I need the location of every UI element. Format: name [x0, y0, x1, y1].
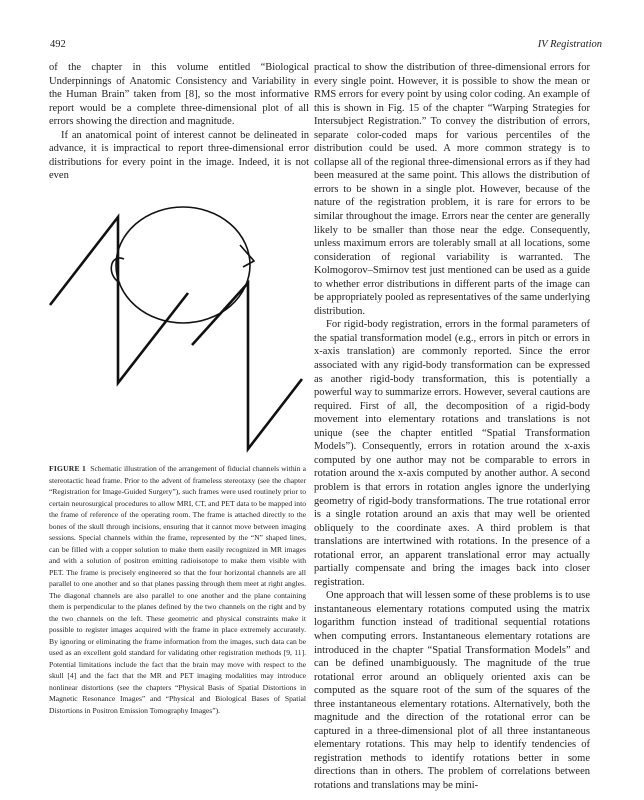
left-paragraph-2: If an anatomical point of interest cannot be delineated in advance, it is impractical to report three-dimensional error distributions for every point in the image. Indeed, it is not even: [49, 129, 309, 182]
left-column: [49, 61, 309, 183]
right-fiducial-channel: [192, 283, 302, 449]
head-outline: [116, 207, 250, 323]
right-column: [314, 61, 590, 793]
figure-caption: [49, 463, 306, 716]
left-fiducial-channel: [50, 217, 188, 383]
page-number: 492: [50, 39, 66, 50]
figure-label: FIGURE 1: [49, 464, 87, 473]
right-paragraph-1: practical to show the distribution of three-dimensional errors for every single point. However, it is possible to show the mean or RMS errors for every point by using color coding. An example of this is shown in Fig. 15 of the chapter “Warping Strategies for Intersubject Registration.” To convey the distribution of errors, separate color-coded maps for various percentiles of the distribution could be used. A more common strategy is to collapse all of the regional three-dimensional errors as if they had been measured at the same point. This allows the distribution of errors to be shown in a single plot. However, because of the nature of the registration problem, it is rare for errors to be similar throughout the image. Errors near the center are generally likely to be smaller than those near the edge. Consequently, unless maximum errors are tolerably small at all locations, some consideration of regional variability is warranted. The Kolmogorov–Smirnov test just mentioned can be used as a guide to whether error distributions in different parts of the image can be appropriately pooled as representatives of the same underlying distribution.: [314, 62, 590, 317]
stereotactic-frame-figure: [40, 175, 310, 455]
right-paragraph-2: For rigid-body registration, errors in the formal parameters of the spatial transformation model (e.g., errors in pitch or errors in x-axis translation) are commonly reported. Since the error associated with any rigid-body transformation can be expressed as another rigid-body transformation, this is potentially a powerful way to summarize errors. However, several cautions are required. First of all, the decomposition of a rigid-body movement into elementary rotations and translations is not unique (see the chapter entitled “Spatial Transformation Models”). Consequently, errors in rotation around the x-axis computed by one author may not be comparable to errors in rotation around the x-axis computed by another author. A second problem is that errors in rotation angles ignore the underlying geometry of rigid-body transformations. The true rotational error is a single rotation around an axis that may well be oriented obliquely to the coordinate axes. A third problem is that translations are intertwined with rotations. In the presence of a rotational error, an apparent translational error may actually partially compensate and bring the images back into closer registration.: [314, 319, 590, 588]
figure-caption-text: Schematic illustration of the arrangement of fiducial channels within a stereotactic head frame. Prior to the advent of frameless stereotaxy (see the chapter “Registration for Image-Guided Surgery”), such frames were used routinely prior to certain neurosurgical procedures to allow MRI, CT, and PET data to be mapped into the frame of reference of the operating room. The frame is attached directly to the bones of the skull through incisions, ensuring that it cannot move between imaging sessions. Special channels within the frame, represented by the “N” shaped lines, can be filled with a copper solution to make them easily recognized in MR images and with a solution of positron emitting radioisotope to make them visible with PET. The frame is precisely engineered so that the four horizontal channels are all parallel to one another and so that planes passing through them meet at right angles. The diagonal channels are also parallel to one another and the plane containing them is perpendicular to the planes defined by the two channels on the right and by the two channels on the left. These geometric and physical constraints make it possible to register images acquired with the frame in place extremely accurately. By ignoring or eliminating the frame information from the images, such data can be used as an excellent gold standard for validating other registration methods [9, 11]. Potential limitations include the fact that the brain may move with respect to the skull [4] and the fact that the MR and PET imaging modalities may introduce nonlinear distortions (see the chapters “Physical Basis of Spatial Distortions in Magnetic Resonance Images” and “Physical and Biological Bases of Spatial Distortions in Positron Emission Tomography Images”).: [49, 464, 306, 715]
right-paragraph-3: One approach that will lessen some of these problems is to use instantaneous elementary rotations computed using the matrix logarithm function instead of traditional sequential rotations when computing errors. Instantaneous elementary rotations are introduced in the chapter “Spatial Transformation Models” and can be defined unambiguously. The magnitude of the true rotational error around an obliquely oriented axis can be computed as the square root of the sum of the squares of the three instantaneous elementary rotations. Alternatively, both the magnitude and the direction of the rotational error can be captured in a three-dimensional plot of all three instantaneous elementary rotations. This may help to identify tendencies of registration methods to identify rotations better in some directions than in others. The problem of correlations between rotations and translations may be mini-: [314, 590, 590, 791]
running-header: IV Registration: [537, 39, 602, 50]
left-paragraph-1: of the chapter in this volume entitled “Biological Underpinnings of Anatomic Consistency and Variability in the Human Brain” taken from [8], so the most informative report would be a complete three-dimensional plot of all errors showing the direction and magnitude.: [49, 62, 309, 128]
